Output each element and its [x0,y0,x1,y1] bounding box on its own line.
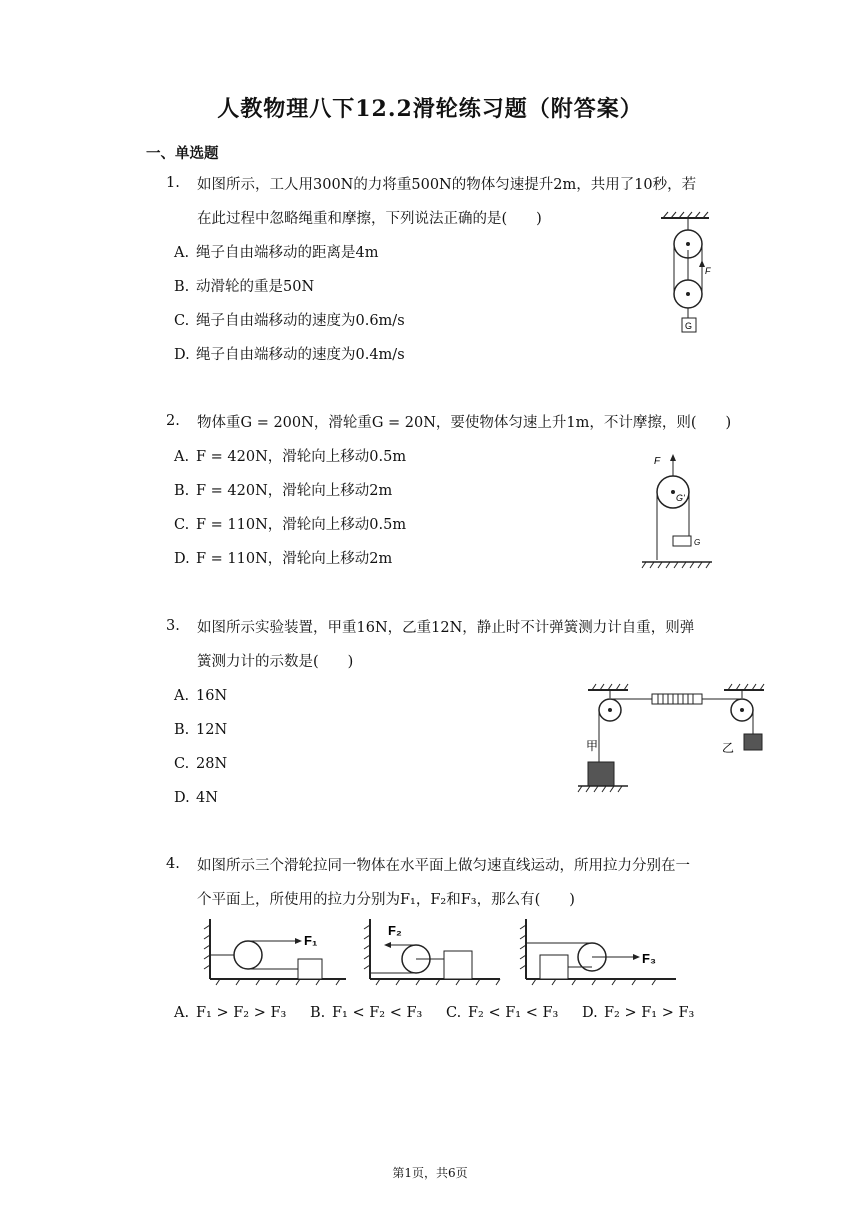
option-d [174,549,392,569]
option-label: B. [174,279,190,295]
option-text: 28N [196,756,228,772]
option-label: C. [174,517,190,533]
force-label: F [654,456,661,467]
option-text: 绳子自由端移动的距离是4m [196,245,379,261]
option-label: D. [174,347,190,363]
option-label: C. [174,756,190,772]
option-text: 4N [196,790,218,806]
option-label: C. [174,313,190,329]
weight-label: G [694,538,701,547]
question-stem: 物体重G = 200N，滑轮重G = 20N，要使物体匀速上升1m，不计摩擦，则( ) [197,415,732,431]
f3-label: F₃ [642,951,656,966]
option-text: F₂ < F₁ < F₃ [468,1005,559,1021]
question-stem: 如图所示，工人用300N的力将重500N的物体匀速提升2m，共用了10秒，若 [197,177,697,193]
option-c [174,515,406,535]
option-a [174,686,227,706]
question-number: 4. [166,856,180,872]
f1-label: F₁ [304,933,318,948]
option-label: B. [310,1005,326,1021]
option-c [446,1003,558,1023]
option-label: B. [174,483,190,499]
option-label: A. [174,688,190,704]
right-weight-label: 乙 [722,741,735,755]
question-stem: 如图所示实验装置，甲重16N，乙重12N，静止时不计弹簧测力计自重，则弹 [197,620,695,636]
option-text: F₂ > F₁ > F₃ [604,1005,695,1021]
option-label: A. [174,449,190,465]
option-label: D. [582,1005,598,1021]
option-text: 12N [196,722,228,738]
option-text: F₁ < F₂ < F₃ [332,1005,423,1021]
three-pulleys-figure [200,915,680,987]
option-label: A. [174,1005,190,1021]
option-c [174,311,405,331]
option-label: B. [174,722,190,738]
option-b [174,720,227,740]
pulley-block-figure [655,210,715,340]
left-weight-label: 甲 [586,739,599,753]
option-label: D. [174,551,190,567]
option-d [174,345,405,365]
option-b [174,481,392,501]
weight-label: G [685,321,693,331]
question-number: 1. [166,175,180,191]
option-a [174,1003,286,1023]
option-text: F = 110N，滑轮向上移动0.5m [196,517,407,533]
option-b [174,277,314,297]
question-stem: 如图所示三个滑轮拉同一物体在水平面上做匀速直线运动，所用拉力分别在一 [197,858,690,874]
option-text: 绳子自由端移动的速度为0.6m/s [196,313,405,329]
movable-pulley-figure [640,448,715,573]
f2-label: F₂ [388,923,402,938]
option-text: F = 420N，滑轮向上移动2m [196,483,393,499]
option-label: D. [174,790,190,806]
option-d [582,1003,694,1023]
option-text: F = 110N，滑轮向上移动2m [196,551,393,567]
option-text: 16N [196,688,228,704]
option-label: A. [174,245,190,261]
option-label: C. [446,1005,462,1021]
question-number: 2. [166,413,180,429]
option-a [174,447,406,467]
option-b [310,1003,422,1023]
option-c [174,754,227,774]
question-number: 3. [166,618,180,634]
pulley-label: G' [676,493,685,503]
spring-scale-figure [574,680,774,800]
option-text: F = 420N，滑轮向上移动0.5m [196,449,407,465]
page-footer: 第1页，共6页 [392,1166,468,1180]
question-stem: 簧测力计的示数是( ) [197,654,354,670]
question-stem: 个平面上，所使用的拉力分别为F₁，F₂和F₃，那么有( ) [197,892,575,908]
option-a [174,243,378,263]
force-label: F [705,266,711,276]
option-text: 动滑轮的重是50N [196,279,315,295]
page-title: 人教物理八下12.2滑轮练习题（附答案） [217,96,643,122]
question-stem: 在此过程中忽略绳重和摩擦，下列说法正确的是( ) [197,211,542,227]
section-heading: 一、单选题 [146,145,219,162]
option-d [174,788,218,808]
option-text: 绳子自由端移动的速度为0.4m/s [196,347,405,363]
option-text: F₁ > F₂ > F₃ [196,1005,287,1021]
